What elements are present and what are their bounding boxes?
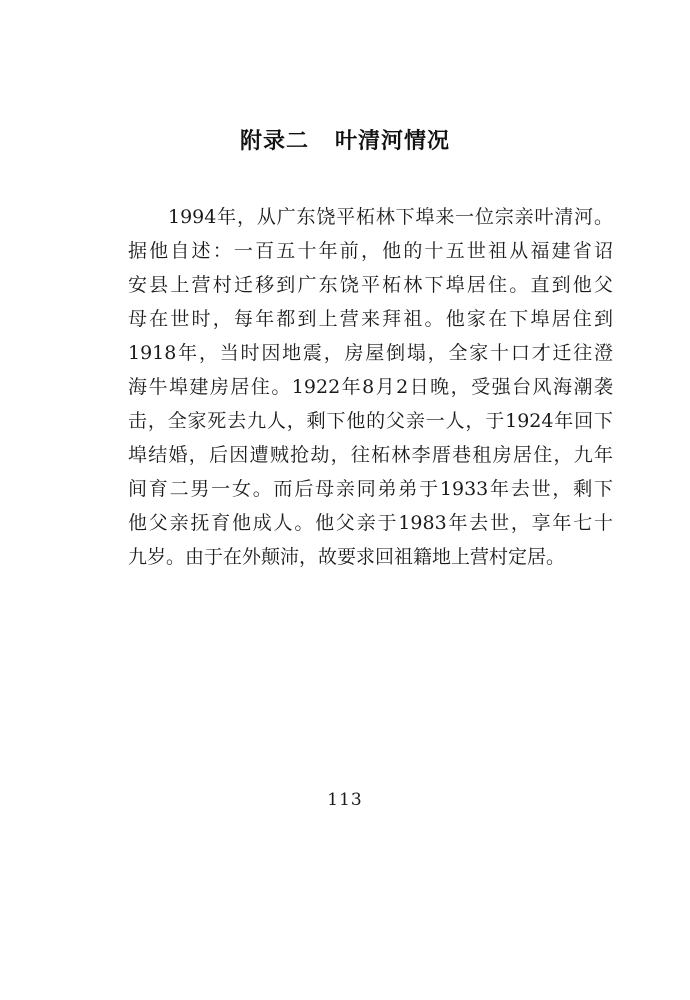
title-subject: 叶清河情况 (335, 129, 451, 154)
paragraph-line: 埠结婚，后因遭贼抢劫，往柘林李厝巷租房居住，九年 (128, 444, 613, 466)
paragraph-line: 据他自述：一百五十年前，他的十五世祖从福建省诏 (128, 240, 613, 262)
paragraph-line: 1918年，当时因地震，房屋倒塌，全家十口才迁往澄 (128, 342, 613, 364)
title-appendix-label: 附录二 (239, 129, 309, 154)
page-number: 113 (327, 790, 363, 810)
paragraph-line: 1994年，从广东饶平柘林下埠来一位宗亲叶清河。 (168, 206, 613, 228)
paragraph-line: 安县上营村迁移到广东饶平柘林下埠居住。直到他父 (128, 274, 613, 296)
paragraph-line: 间育二男一女。而后母亲同弟弟于1933年去世，剩下 (128, 478, 613, 500)
paragraph-line: 他父亲抚育他成人。他父亲于1983年去世，享年七十 (128, 512, 613, 534)
page-title (0, 124, 690, 155)
paragraph-line: 九岁。由于在外颠沛，故要求回祖籍地上营村定居。 (128, 546, 566, 568)
paragraph-line: 击，全家死去九人，剩下他的父亲一人，于1924年回下 (128, 410, 613, 432)
paragraph-line: 母在世时，每年都到上营来拜祖。他家在下埠居住到 (128, 308, 613, 330)
paragraph-line: 海牛埠建房居住。1922年8月2日晚，受强台风海潮袭 (128, 376, 613, 398)
body-paragraph (128, 200, 613, 574)
